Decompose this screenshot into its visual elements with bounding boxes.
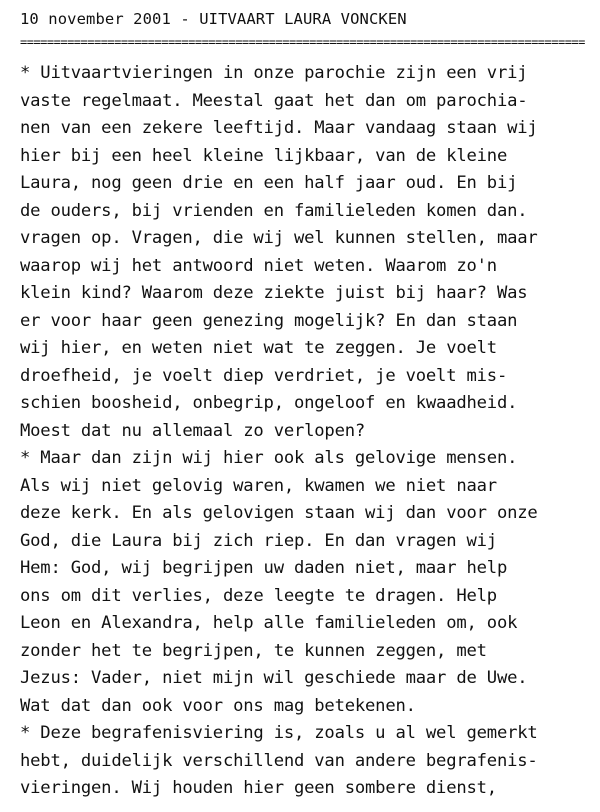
text-line: zonder het te begrijpen, te kunnen zeggen, met xyxy=(20,640,487,661)
text-line: klein kind? Waarom deze ziekte juist bij haar? Was xyxy=(20,283,528,303)
text-line: God, die Laura bij zich riep. En dan vragen wij xyxy=(20,530,497,551)
text-line: er voor haar geen genezing mogelijk? En dan staan xyxy=(20,310,518,331)
text-line: nen van een zekere leeftijd. Maar vandaag staan wij xyxy=(20,118,538,138)
document-body xyxy=(20,60,598,803)
document-heading: 10 november 2001 - UITVAART LAURA VONCKEN xyxy=(20,10,407,28)
text-line: Jezus: Vader, niet mijn wil geschiede maar de Uwe. xyxy=(20,668,528,688)
text-line: wij hier, en weten niet wat te zeggen. Je voelt xyxy=(20,338,497,358)
text-line: vieringen. Wij houden hier geen sombere dienst, xyxy=(20,778,497,798)
text-line: Wat dat dan ook voor ons mag betekenen. xyxy=(20,695,416,716)
text-line: * Deze begrafenisviering is, zoals u al wel gemerkt xyxy=(20,723,538,743)
text-line: hebt, duidelijk verschillend van andere begrafenis- xyxy=(20,750,538,771)
text-line: vragen op. Vragen, die wij wel kunnen stellen, maar xyxy=(20,228,538,248)
text-line: waarop wij het antwoord niet weten. Waarom zo'n xyxy=(20,255,497,276)
text-line: Moest dat nu allemaal zo verlopen? xyxy=(20,420,366,441)
text-line: Laura, nog geen drie en een half jaar oud. En bij xyxy=(20,173,518,193)
text-line: * Uitvaartvieringen in onze parochie zijn een vrij xyxy=(20,63,528,83)
text-line: Hem: God, wij begrijpen uw daden niet, maar help xyxy=(20,558,508,578)
text-line: droefheid, je voelt diep verdriet, je voelt mis- xyxy=(20,365,508,386)
text-line: ons om dit verlies, deze leegte te dragen. Help xyxy=(20,585,497,606)
text-line: Als wij niet gelovig waren, kwamen we niet naar xyxy=(20,475,497,496)
text-line: deze kerk. En als gelovigen staan wij dan voor onze xyxy=(20,503,538,523)
heading-underline: ==================================================================================== xyxy=(20,36,585,48)
text-line: de ouders, bij vrienden en familieleden komen dan. xyxy=(20,200,528,221)
text-line: vaste regelmaat. Meestal gaat het dan om parochia- xyxy=(20,90,528,111)
text-line: * Maar dan zijn wij hier ook als gelovige mensen. xyxy=(20,448,518,468)
text-line: hier bij een heel kleine lijkbaar, van de kleine xyxy=(20,145,508,166)
text-line: schien boosheid, onbegrip, ongeloof en kwaadheid. xyxy=(20,393,518,413)
text-line: Leon en Alexandra, help alle familieleden om, ook xyxy=(20,613,518,633)
